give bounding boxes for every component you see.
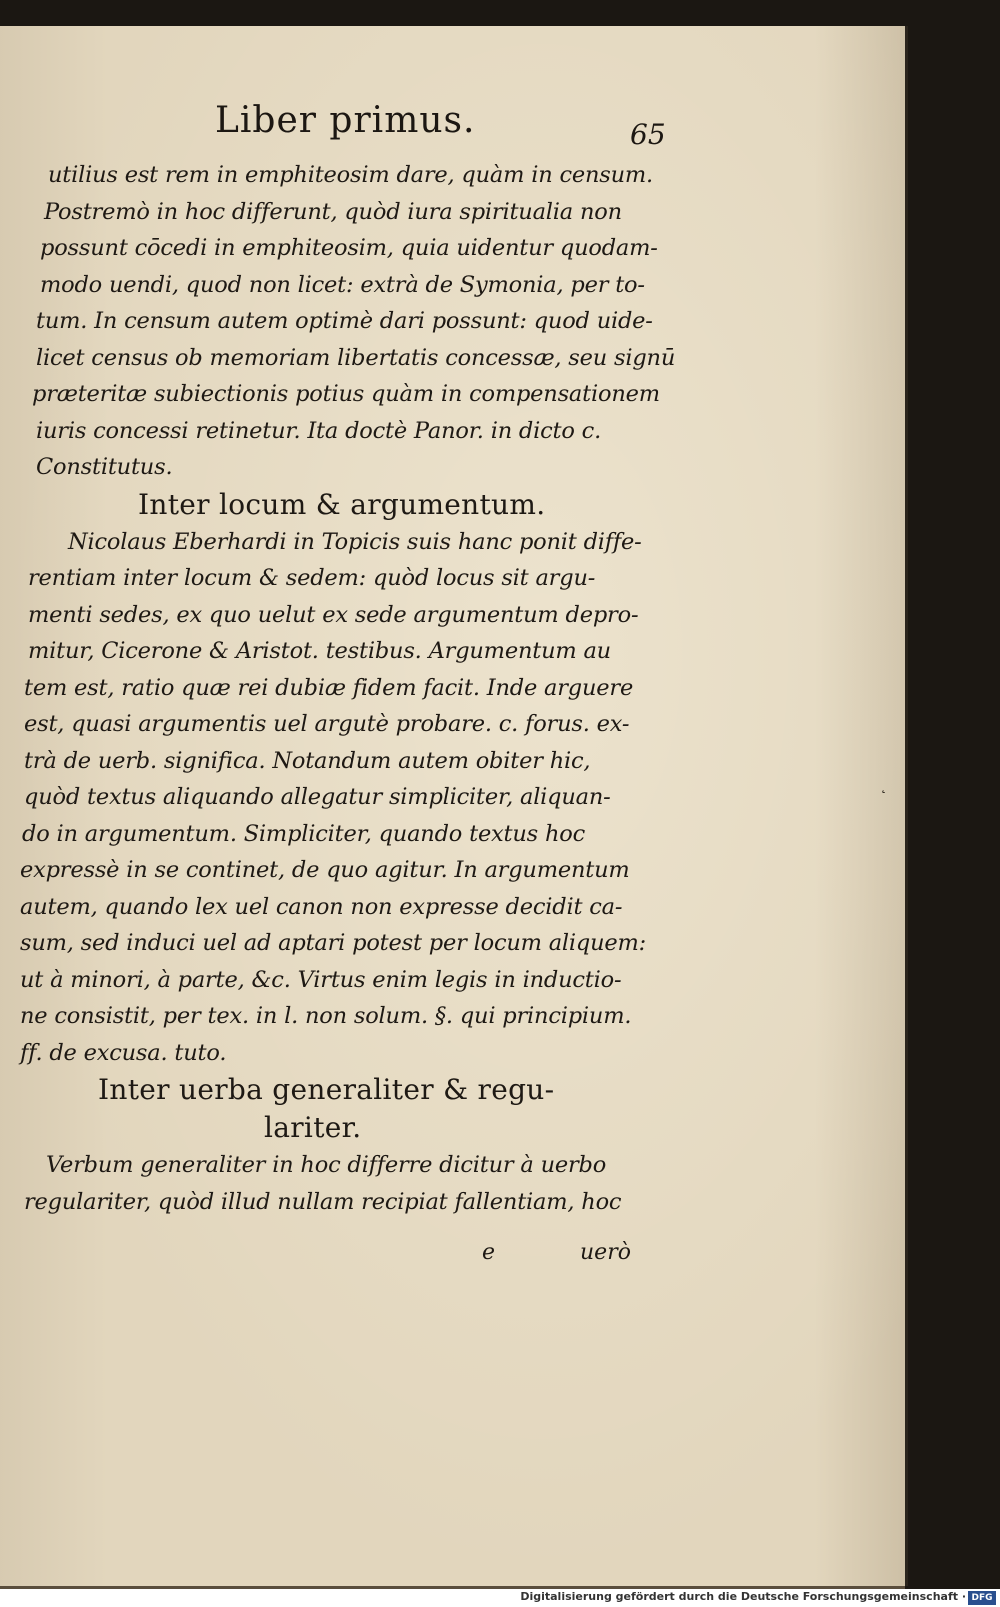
section-heading: Inter locum & argumentum. [138,487,546,521]
text-line: Constitutus. [36,454,173,480]
text-line: trà de uerb. significa. Notandum autem obiter hic, [24,747,591,774]
text-line: Postremò in hoc differunt, quòd iura spiritualia non [44,198,622,225]
text-line: est, quasi argumentis uel argutè probare. c. forus. ex- [24,711,630,737]
footer-credit: Digitalisierung gefördert durch die Deutsche Forschungsgemeinschaft · [520,1590,966,1603]
dfg-logo: DFG [968,1591,996,1605]
text-line: mitur, Cicerone & Aristot. testibus. Argumentum au [28,638,611,664]
text-line: modo uendi, quod non licet: extrà de Symonia, per to- [40,271,645,298]
text-line: possunt cōcedi in emphiteosim, quia uidentur quodam- [40,235,658,261]
margin-mark-icon: ˛ [880,778,887,794]
text-line: menti sedes, ex quo uelut ex sede argumentum depro- [28,601,639,628]
section-heading: lariter. [264,1111,362,1144]
text-line: utilius est rem in emphiteosim dare, quàm in censum. [48,162,653,188]
text-line: ut à minori, à parte, &c. Virtus enim legis in inductio- [20,966,622,993]
text-line: licet census ob memoriam libertatis concessæ, seu signū [36,344,676,371]
text-line: do in argumentum. Simpliciter, quando textus hoc [22,820,586,847]
text-line: ne consistit, per tex. in l. non solum. §. qui principium. [20,1003,632,1029]
text-line: tum. In censum autem optimè dari possunt: quod uide- [36,308,653,334]
text-line: autem, quando lex uel canon non expresse decidit ca- [20,893,623,920]
text-line: Nicolaus Eberhardi in Topicis suis hanc ponit diffe- [68,528,642,555]
text-line: tem est, ratio quæ rei dubiæ fidem facit. Inde arguere [24,674,634,701]
section-heading: Inter uerba generaliter & regu- [98,1073,555,1106]
text-line: regulariter, quòd illud nullam recipiat fallentiam, hoc [24,1188,622,1215]
text-line: rentiam inter locum & sedem: quòd locus sit argu- [28,565,596,591]
text-line: Verbum generaliter in hoc differre dicitur à uerbo [46,1152,607,1178]
text-line: sum, sed induci uel ad aptari potest per locum aliquem: [20,930,647,956]
text-line: expressè in se continet, de quo agitur. In argumentum [20,857,630,883]
running-head: Liber primus. [215,100,476,141]
text-block [20,157,676,1220]
text-line: ff. de excusa. tuto. [20,1039,227,1066]
signature-mark: e [482,1240,496,1265]
text-line: præteritæ subiectionis potius quàm in compensationem [32,381,660,407]
text-line: quòd textus aliquando allegatur simpliciter, aliquan- [24,784,611,810]
page-number: 65 [630,118,666,151]
text-line: iuris concessi retinetur. Ita doctè Panor. in dicto c. [36,417,602,444]
catchword: uerò [580,1240,631,1265]
